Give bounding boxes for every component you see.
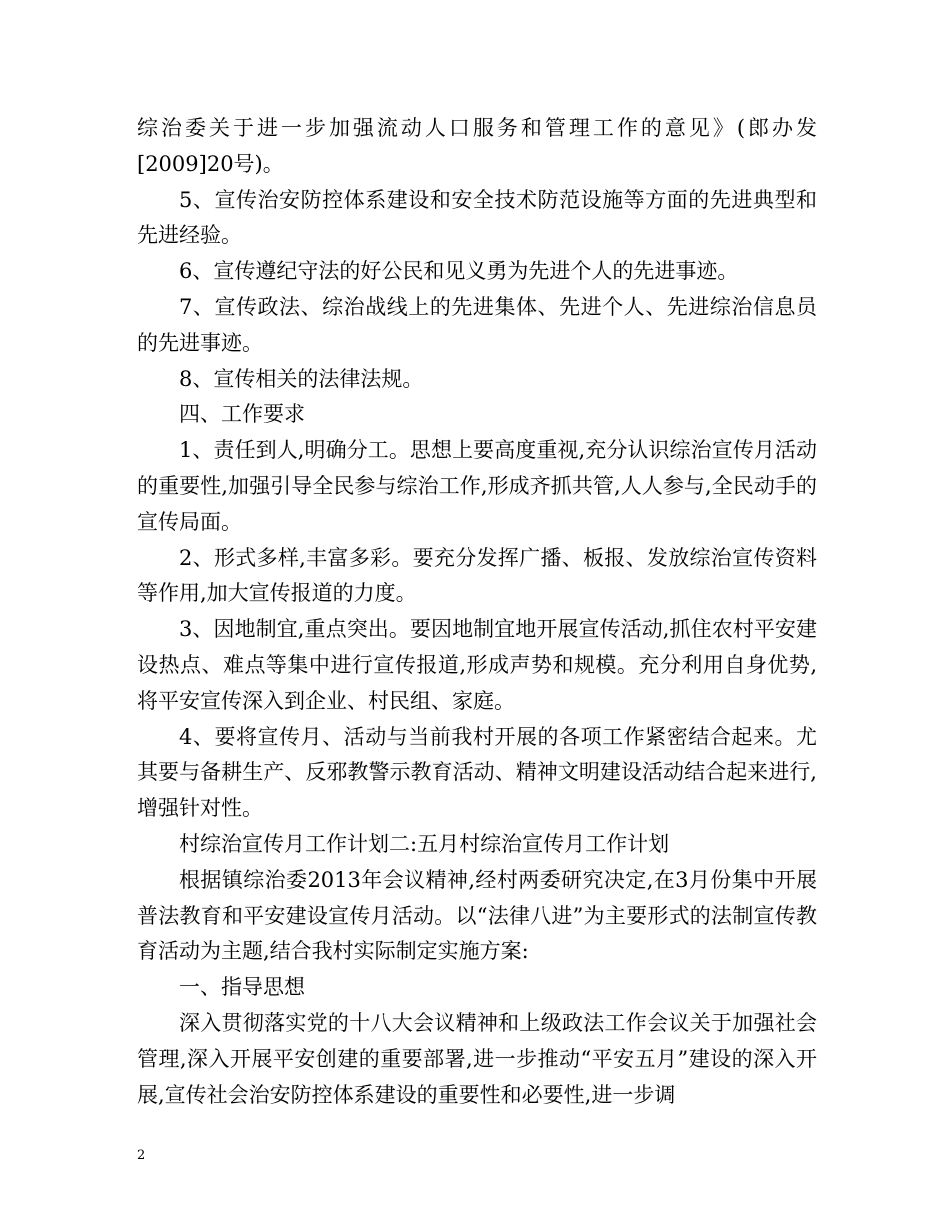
paragraph-requirement-1: 1、责任到人,明确分工。思想上要高度重视,充分认识综治宣传月活动的重要性,加强引导全民参与综治工作,形成齐抓共管,人人参与,全民动手的宣传局面。	[137, 438, 817, 534]
paragraph-item-5: 5、宣传治安防控体系建设和安全技术防范设施等方面的先进典型和先进经验。	[137, 187, 817, 248]
paragraph-guiding-ideology: 深入贯彻落实党的十八大会议精神和上级政法工作会议关于加强社会管理,深入开展平安创建的重要部署,进一步推动“平安五月”建设的深入开展,宣传社会治安防控体系建设的重要性和必要性,进一步调	[137, 1010, 817, 1107]
paragraph-requirement-4: 4、要将宣传月、活动与当前我村开展的各项工作紧密结合起来。尤其要与备耕生产、反邪教警示教育活动、精神文明建设活动结合起来进行,增强针对性。	[137, 724, 817, 821]
page-number: 2	[137, 1148, 146, 1163]
paragraph-intro: 根据镇综治委2013年会议精神,经村两委研究决定,在3月份集中开展普法教育和平安建设宣传月活动。以“法律八进”为主要形式的法制宣传教育活动为主题,结合我村实际制定实施方案:	[137, 867, 817, 964]
plan-two-title: 村综治宣传月工作计划二:五月村综治宣传月工作计划	[179, 831, 670, 856]
section-heading-guiding-ideology: 一、指导思想	[179, 975, 305, 1000]
paragraph-continuation: 综治委关于进一步加强流动人口服务和管理工作的意见》(郎办发[2009]20号)。	[137, 116, 817, 176]
paragraph-item-8: 8、宣传相关的法律法规。	[179, 366, 424, 391]
document-body	[137, 111, 817, 1113]
paragraph-requirement-2: 2、形式多样,丰富多彩。要充分发挥广播、板报、发放综治宣传资料等作用,加大宣传报道的力度。	[137, 545, 817, 606]
paragraph-item-7: 7、宣传政法、综治战线上的先进集体、先进个人、先进综治信息员的先进事迹。	[137, 294, 817, 355]
paragraph-item-6: 6、宣传遵纪守法的好公民和见义勇为先进个人的先进事迹。	[179, 259, 739, 284]
paragraph-requirement-3: 3、因地制宜,重点突出。要因地制宜地开展宣传活动,抓住农村平安建设热点、难点等集中进行宣传报道,形成声势和规模。充分利用自身优势,将平安宣传深入到企业、村民组、家庭。	[137, 617, 817, 713]
section-heading-work-requirements: 四、工作要求	[179, 402, 305, 427]
